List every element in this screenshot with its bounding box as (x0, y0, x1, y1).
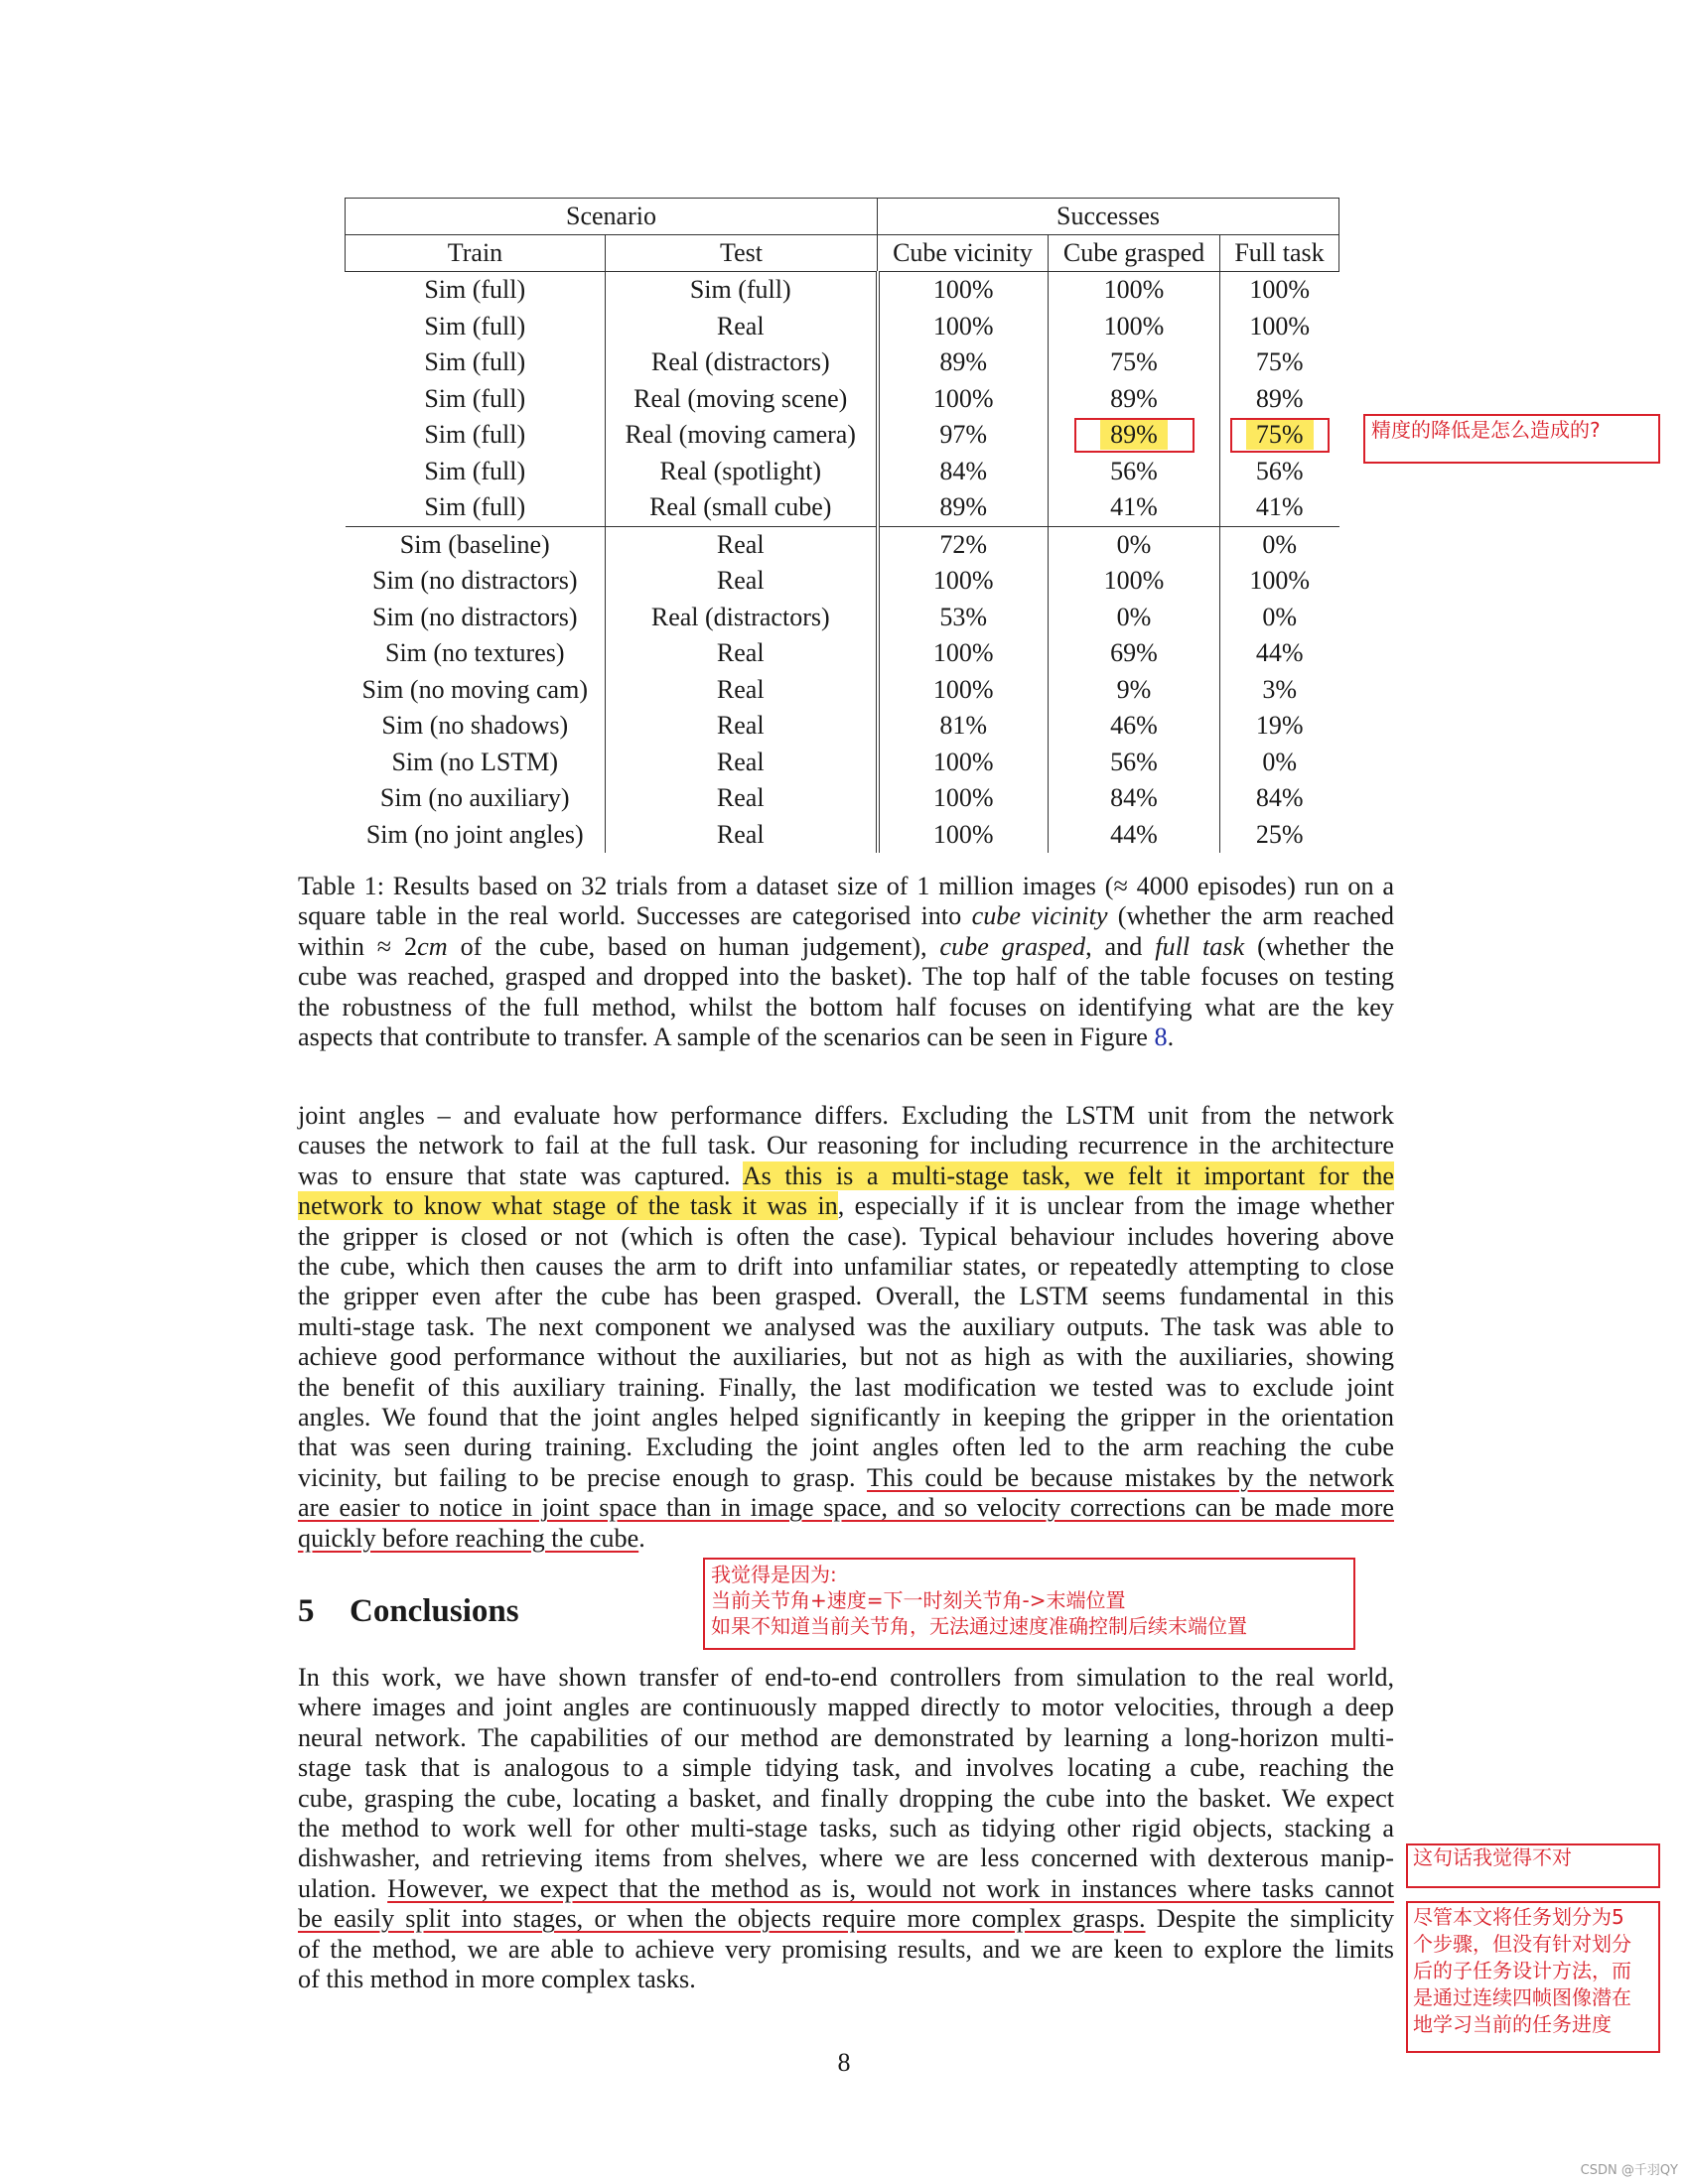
annotation-note-disagree: 这句话我觉得不对 (1413, 1845, 1572, 1869)
table-row (346, 526, 1339, 563)
body-line: vicinity, but failing to be precise enough to grasp. This could be because mistakes by the network (298, 1462, 1394, 1492)
table-cell: 97% (878, 417, 1049, 454)
table-cell: Sim (no distractors) (346, 563, 606, 600)
table-cell: 56% (1049, 745, 1220, 781)
table-cell: Real (606, 745, 878, 781)
conclusion-line: ulation. However, we expect that the method as is, would not work in instances where tasks cannot (298, 1873, 1394, 1903)
table-cell: 56% (1255, 456, 1304, 485)
table-caption (298, 872, 1394, 1052)
caption-line: Table 1: Results based on 32 trials from a dataset size of 1 million images (≈ 4000 episodes) run on a (298, 872, 1394, 900)
table-cell: Sim (no LSTM) (346, 745, 606, 781)
table-cell: 100% (878, 272, 1049, 309)
table-cell: 84% (1049, 780, 1220, 817)
body-line: quickly before reaching the cube. (298, 1523, 645, 1553)
table-cell: Real (distractors) (606, 600, 878, 636)
table-row (346, 635, 1339, 672)
body-line: network to know what stage of the task it was in, especially if it is unclear from the image whether (298, 1191, 1394, 1221)
table-cell: 72% (878, 526, 1049, 563)
page-number: 8 (837, 2048, 851, 2077)
body-line: multi-stage task. The next component we analysed was the auxiliary outputs. The task was able to (298, 1311, 1394, 1341)
conclusion-line: the method to work well for other multi-stage tasks, such as tidying other rigid objects, stacking a (298, 1814, 1394, 1843)
caption-line: square table in the real world. Successes are categorised into cube vicinity (whether the arm reached (298, 901, 1394, 931)
table-row (346, 672, 1339, 709)
underlined-text: quickly before reaching the cube (298, 1523, 639, 1553)
underlined-text: be easily split into stages, or when the objects require more complex grasps. (298, 1904, 1146, 1934)
highlighted-text: As this is a multi-stage task, we felt it important for the (742, 1160, 1394, 1190)
table-row (346, 745, 1339, 781)
col-header-test: Test (606, 235, 878, 272)
table-cell: Real (606, 780, 878, 817)
table-cell: 100% (878, 817, 1049, 854)
table-cell: 0% (1262, 602, 1298, 631)
col-header-cube-grasped: Cube grasped (1049, 235, 1220, 272)
header-successes: Successes (878, 199, 1339, 235)
table-cell: Sim (full) (606, 272, 878, 309)
table-cell: 41% (1255, 492, 1304, 522)
table-cell: 0% (1262, 747, 1298, 776)
table-cell: 100% (1249, 566, 1311, 596)
table-cell: Real (moving camera) (606, 417, 878, 454)
table-cell: 100% (878, 635, 1049, 672)
table-cell: Sim (no shadows) (346, 708, 606, 745)
body-line: causes the network to fail at the full task. Our reasoning for including recurrence in the architecture (298, 1131, 1394, 1160)
table-cell: Sim (no auxiliary) (346, 780, 606, 817)
table-cell: Real (606, 526, 878, 563)
body-line: achieve good performance without the auxiliaries, but not as high as with the auxiliaries, showing (298, 1342, 1394, 1372)
table-cell: Real (606, 635, 878, 672)
table-cell: 9% (1049, 672, 1220, 709)
table-cell: Sim (no distractors) (346, 600, 606, 636)
table-cell: 100% (1049, 309, 1220, 345)
conclusion-line: dishwasher, and retrieving items from shelves, where we are less concerned with dexterous manip- (298, 1843, 1394, 1873)
table-row (346, 344, 1339, 381)
table-cell: 84% (878, 454, 1049, 490)
caption-line: cube was reached, grasped and dropped into the basket). The top half of the table focuses on testing (298, 962, 1394, 992)
underlined-text: This could be because mistakes by the network (866, 1462, 1394, 1492)
table-cell: Sim (no textures) (346, 635, 606, 672)
table-cell: 100% (878, 672, 1049, 709)
table-cell: 100% (878, 381, 1049, 418)
conclusion-paragraph (298, 1663, 1394, 1994)
table-cell: 100% (878, 780, 1049, 817)
table-cell: 75% (1049, 344, 1220, 381)
body-line: that was seen during training. Excluding the joint angles often led to the arm reaching the cube (298, 1433, 1394, 1462)
conclusion-line: be easily split into stages, or when the objects require more complex grasps. Despite the simplicity (298, 1904, 1394, 1934)
table-row (346, 817, 1339, 854)
table-cell: Sim (baseline) (346, 526, 606, 563)
annotation-note-subtasks: 尽管本文将任务划分为5 个步骤，但没有针对划分 后的子任务设计方法，而 是通过连续四帧图像潜在 地学习当前的任务进度 (1413, 1905, 1631, 2036)
conclusion-line: In this work, we have shown transfer of end-to-end controllers from simulation to the real world, (298, 1663, 1394, 1692)
body-paragraph (298, 1101, 1394, 1554)
table-cell: 84% (1255, 783, 1304, 813)
table-cell: 44% (1255, 638, 1304, 668)
table-cell: 75% (1255, 347, 1304, 377)
header-scenario: Scenario (346, 199, 878, 235)
conclusion-line: stage task that is analogous to a simple tidying task, and involves locating a cube, reaching the (298, 1753, 1394, 1783)
table-cell: 89% (1049, 381, 1220, 418)
body-line: was to ensure that state was captured. As this is a multi-stage task, we felt it important for the (298, 1160, 1394, 1190)
body-line (298, 1493, 1394, 1523)
table-cell: 69% (1049, 635, 1220, 672)
body-line: the cube, which then causes the arm to drift into unfamiliar states, or repeatedly attempting to close (298, 1252, 1394, 1282)
table-cell: 89% (878, 344, 1049, 381)
table-cell: Real (small cube) (606, 489, 878, 526)
body-line: the benefit of this auxiliary training. Finally, the last modification we tested was to exclude joint (298, 1372, 1394, 1402)
table-cell: 3% (1262, 674, 1298, 704)
body-line: joint angles – and evaluate how performance differs. Excluding the LSTM unit from the network (298, 1101, 1394, 1130)
table-cell: 41% (1049, 489, 1220, 526)
table-cell: 53% (878, 600, 1049, 636)
table-cell: 100% (878, 309, 1049, 345)
underlined-text: are easier to notice in joint space than in image space, and so velocity corrections can be made more (298, 1493, 1394, 1523)
table-cell: Real (606, 672, 878, 709)
table-cell: Sim (full) (346, 454, 606, 490)
col-header-full-task: Full task (1220, 235, 1339, 272)
table-cell: Sim (no moving cam) (346, 672, 606, 709)
table-cell: Real (606, 309, 878, 345)
table-cell: Real (606, 708, 878, 745)
table-cell: Real (606, 563, 878, 600)
section-heading (298, 1591, 519, 1631)
annotation-note-accuracy-drop: 精度的降低是怎么造成的? (1371, 418, 1601, 442)
table-row (346, 563, 1339, 600)
caption-line: the robustness of the full method, whilst the bottom half focuses on identifying what are the key (298, 992, 1394, 1022)
annotation-note-reasoning: 我觉得是因为: 当前关节角+速度=下一时刻关节角->末端位置 如果不知道当前关节角，无法通过速度准确控制后续末端位置 (711, 1563, 1247, 1638)
table-row (346, 454, 1339, 490)
table-cell: 25% (1255, 819, 1304, 849)
table-cell: Real (spotlight) (606, 454, 878, 490)
highlighted-text: network to know what stage of the task it was in (298, 1191, 838, 1221)
table-cell: Real (moving scene) (606, 381, 878, 418)
table-cell: 46% (1049, 708, 1220, 745)
caption-line: aspects that contribute to transfer. A sample of the scenarios can be seen in Figure 8. (298, 1023, 1175, 1052)
table-cell: 0% (1220, 526, 1339, 563)
conclusion-line: neural network. The capabilities of our method are demonstrated by learning a long-horizon multi- (298, 1722, 1394, 1752)
table-cell: 89% (1255, 383, 1304, 413)
section-number: 5 (298, 1593, 315, 1629)
table-bottom-half (346, 526, 1339, 853)
table-row (346, 272, 1339, 309)
conclusion-line: of this method in more complex tasks. (298, 1965, 696, 1994)
table-cell: 100% (1249, 275, 1311, 305)
table-cell: 100% (1049, 563, 1220, 600)
conclusion-line: of the method, we are able to achieve very promising results, and we are keen to explore the limits (298, 1934, 1394, 1964)
table-cell: 19% (1255, 711, 1304, 741)
annotation-cell-box (1230, 418, 1330, 453)
table-row (346, 780, 1339, 817)
table-cell: 100% (878, 563, 1049, 600)
caption-line: within ≈ 2cm of the cube, based on human judgement), cube grasped, and full task (whether the (298, 931, 1394, 961)
table-row (346, 489, 1339, 526)
highlighted-cell-value: 89% (1100, 420, 1168, 450)
body-line: the gripper is closed or not (which is often the case). Typical behaviour includes hovering above (298, 1221, 1394, 1251)
section-title: Conclusions (350, 1593, 519, 1629)
highlighted-cell-value: 75% (1246, 420, 1314, 450)
conclusion-line: where images and joint angles are continuously mapped directly to motor velocities, through a deep (298, 1693, 1394, 1722)
table-cell: Sim (full) (346, 272, 606, 309)
table-row (346, 381, 1339, 418)
table-cell: Real (distractors) (606, 344, 878, 381)
annotation-cell-box (1074, 418, 1195, 453)
table-cell: 44% (1049, 817, 1220, 854)
table-cell: 100% (1249, 311, 1311, 341)
underlined-text: However, we expect that the method as is, would not work in instances where tasks cannot (387, 1873, 1394, 1903)
table-cell: Sim (full) (346, 344, 606, 381)
table-cell: Real (606, 817, 878, 854)
table-row (346, 600, 1339, 636)
table-cell: 0% (1049, 526, 1220, 563)
results-table (345, 198, 1339, 853)
table-row (346, 708, 1339, 745)
col-header-train: Train (346, 235, 606, 272)
figure-link[interactable]: 8 (1154, 1023, 1168, 1052)
table-top-half (346, 272, 1339, 527)
table-row (346, 309, 1339, 345)
table-cell: 89% (878, 489, 1049, 526)
table-cell: 56% (1049, 454, 1220, 490)
table-cell: 100% (1049, 272, 1220, 309)
table-cell: Sim (full) (346, 417, 606, 454)
table-cell: Sim (full) (346, 381, 606, 418)
col-header-cube-vicinity: Cube vicinity (878, 235, 1049, 272)
watermark: CSDN @千羽QY (1580, 2163, 1678, 2178)
table-cell: 0% (1049, 600, 1220, 636)
table-cell: 100% (878, 745, 1049, 781)
table-cell: Sim (no joint angles) (346, 817, 606, 854)
table-cell: 81% (878, 708, 1049, 745)
body-line: angles. We found that the joint angles helped significantly in keeping the gripper in the orientation (298, 1403, 1394, 1433)
body-line: the gripper even after the cube has been grasped. Overall, the LSTM seems fundamental in this (298, 1282, 1394, 1311)
table-cell: Sim (full) (346, 309, 606, 345)
conclusion-line: cube, grasping the cube, locating a basket, and finally dropping the cube into the basket. We expect (298, 1783, 1394, 1813)
table-cell: Sim (full) (346, 489, 606, 526)
